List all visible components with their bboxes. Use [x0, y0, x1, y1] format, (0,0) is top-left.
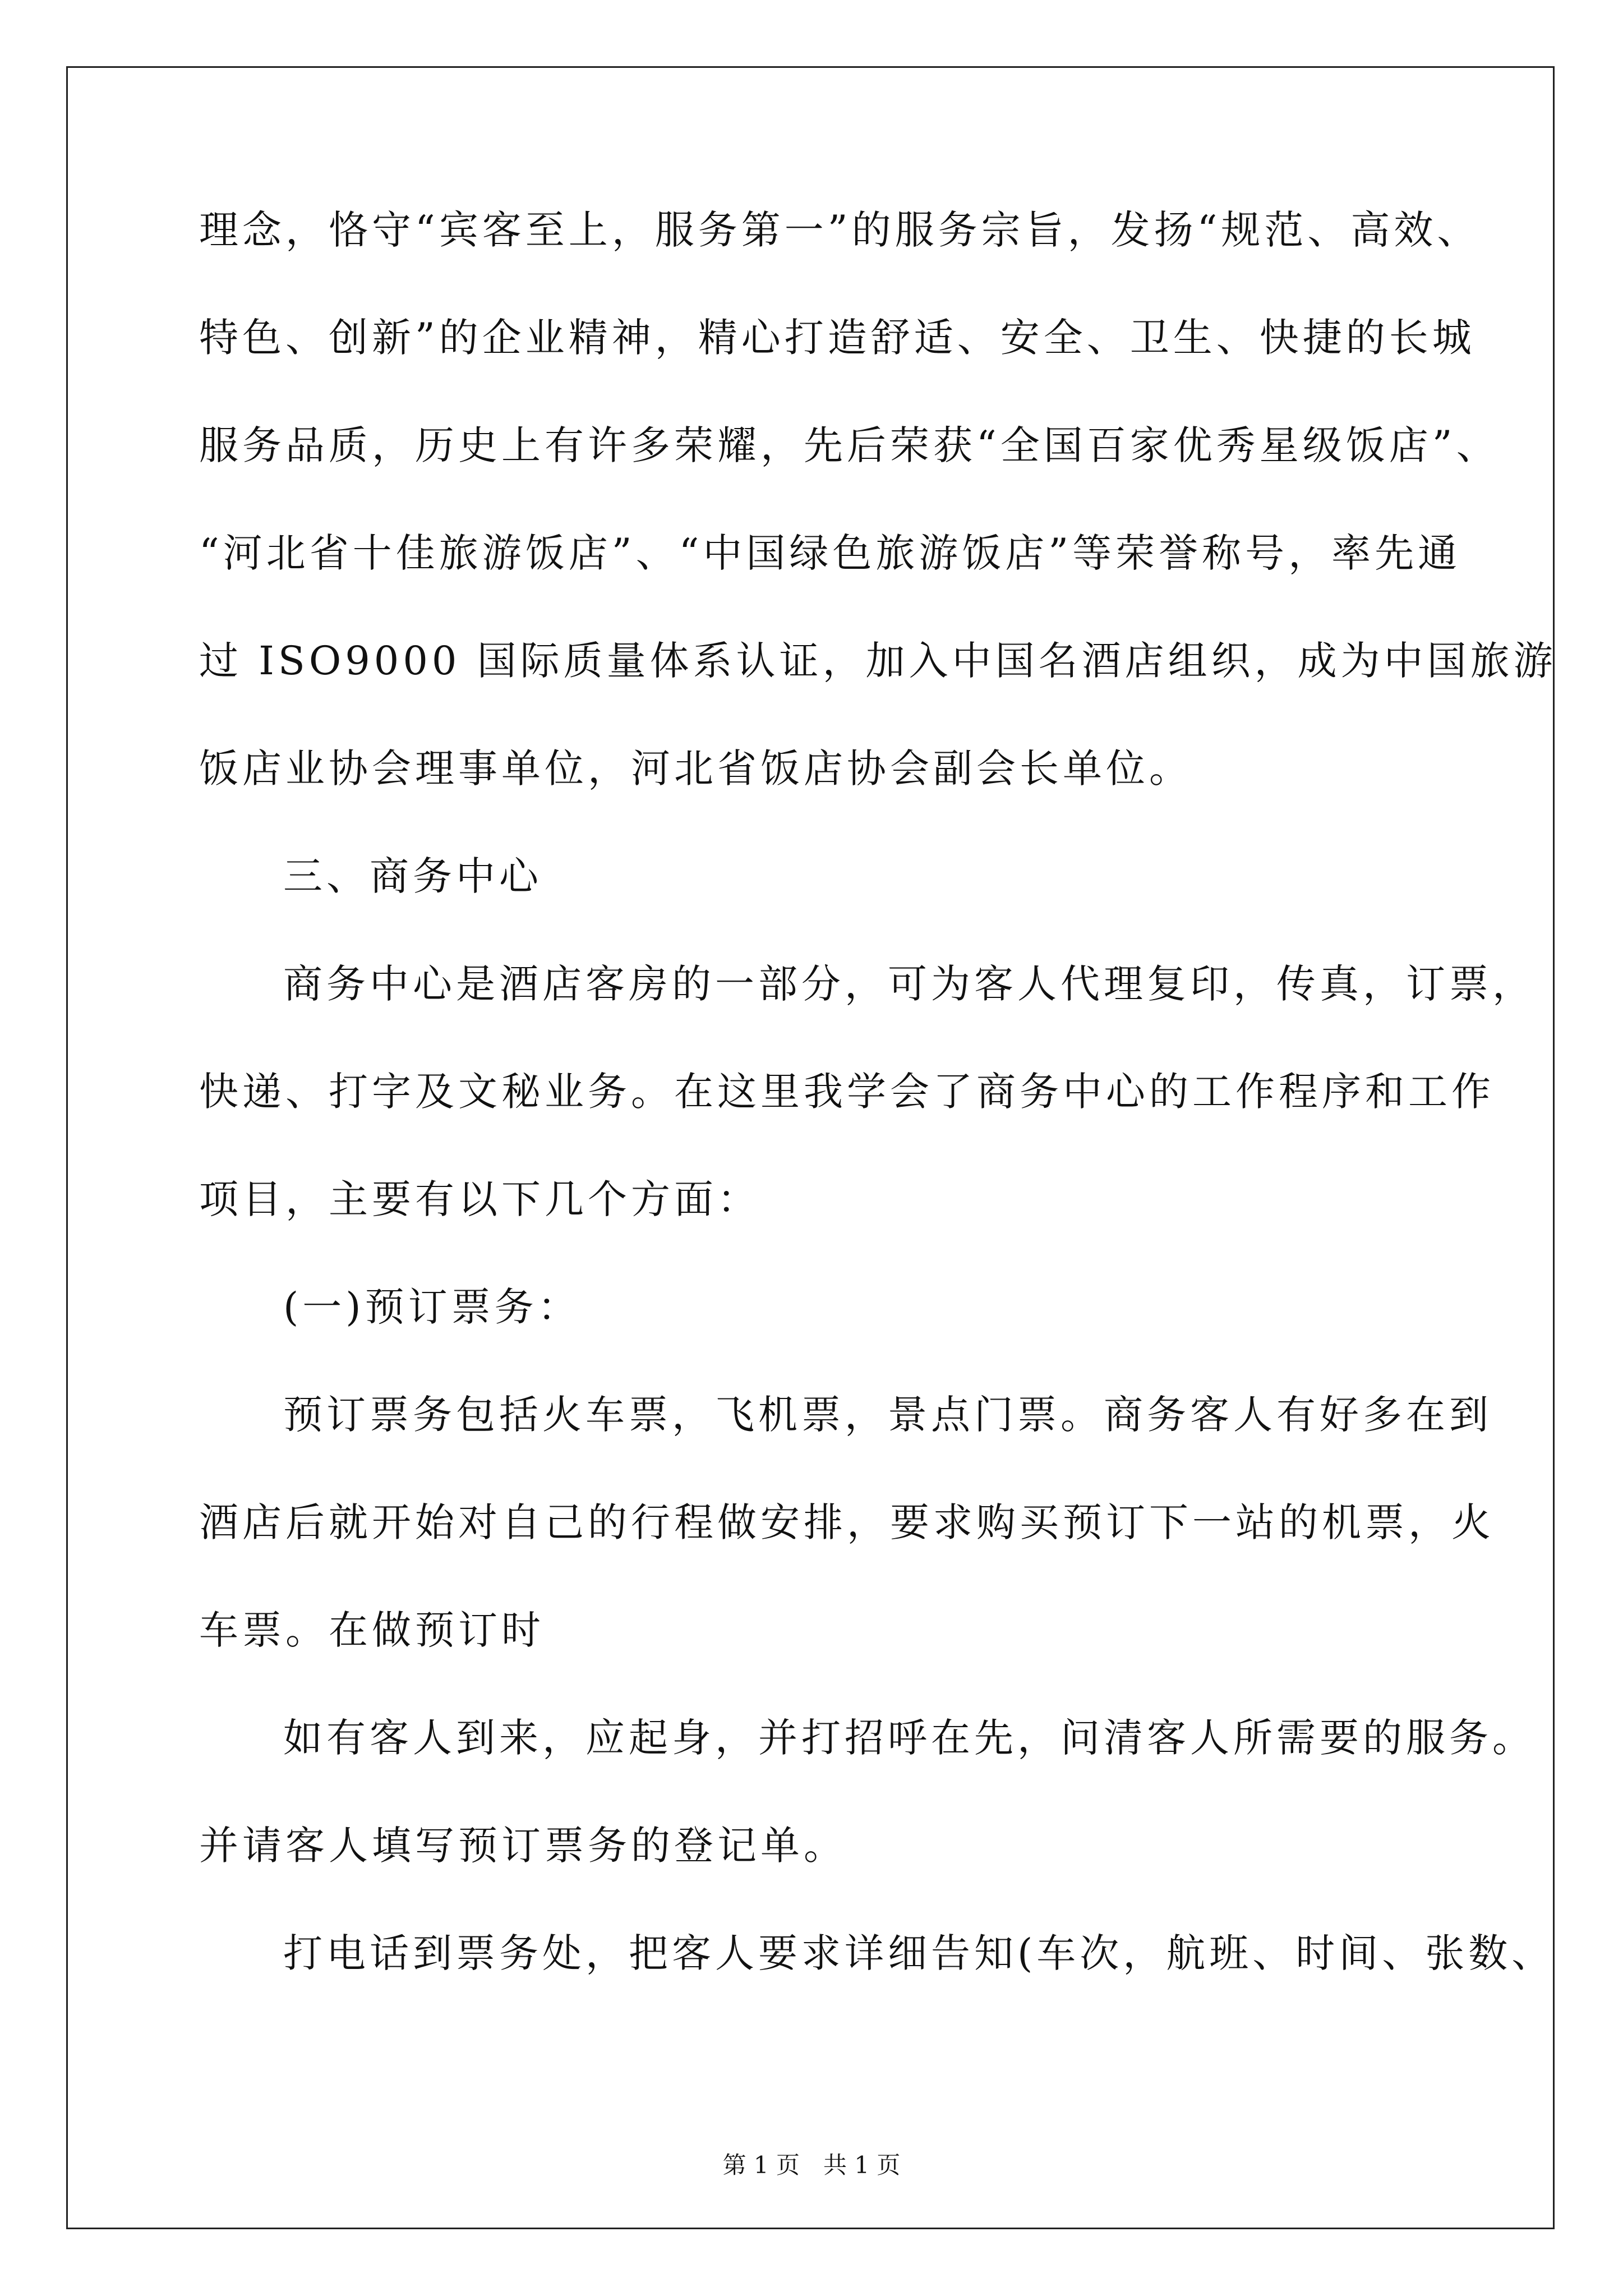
text-line-13: 酒店后就开始对自己的行程做安排，要求购买预订下一站的机票，火	[199, 1499, 1495, 1545]
text-line-6: 饭店业协会理事单位，河北省饭店协会副会长单位。	[199, 746, 1192, 792]
text-line-15: 如有客人到来，应起身，并打招呼在先，问清客人所需要的服务。	[283, 1715, 1536, 1761]
text-line-16: 并请客人填写预订票务的登记单。	[199, 1823, 847, 1869]
text-line-3: 服务品质，历史上有许多荣耀，先后荣获“全国百家优秀星级饭店”、	[199, 422, 1500, 468]
text-line-9: 快递、打字及文秘业务。在这里我学会了商务中心的工作程序和工作	[199, 1069, 1495, 1115]
text-line-2: 特色、创新”的企业精神，精心打造舒适、安全、卫生、快捷的长城	[199, 315, 1476, 361]
section-heading: 三、商务中心	[283, 853, 542, 899]
page-footer: 第 1 页 共 1 页	[722, 2151, 901, 2179]
document-body	[199, 202, 1557, 2033]
text-line-14: 车票。在做预订时	[199, 1607, 545, 1653]
text-line-17: 打电话到票务处，把客人要求详细告知(车次，航班、时间、张数、	[283, 1930, 1555, 1976]
text-line-5: 过 ISO9000 国际质量体系认证，加入中国名酒店组织，成为中国旅游	[199, 638, 1557, 684]
text-line-10: 项目，主要有以下几个方面：	[199, 1176, 760, 1222]
subsection-heading: (一)预订票务：	[283, 1284, 581, 1330]
text-line-12: 预订票务包括火车票，飞机票，景点门票。商务客人有好多在到	[283, 1392, 1492, 1438]
text-line-1: 理念，恪守“宾客至上，服务第一”的服务宗旨，发扬“规范、高效、	[199, 207, 1481, 253]
text-line-8: 商务中心是酒店客房的一部分，可为客人代理复印，传真，订票，	[283, 961, 1536, 1007]
text-line-4: “河北省十佳旅游饭店”、“中国绿色旅游饭店”等荣誉称号，率先通	[199, 530, 1461, 576]
